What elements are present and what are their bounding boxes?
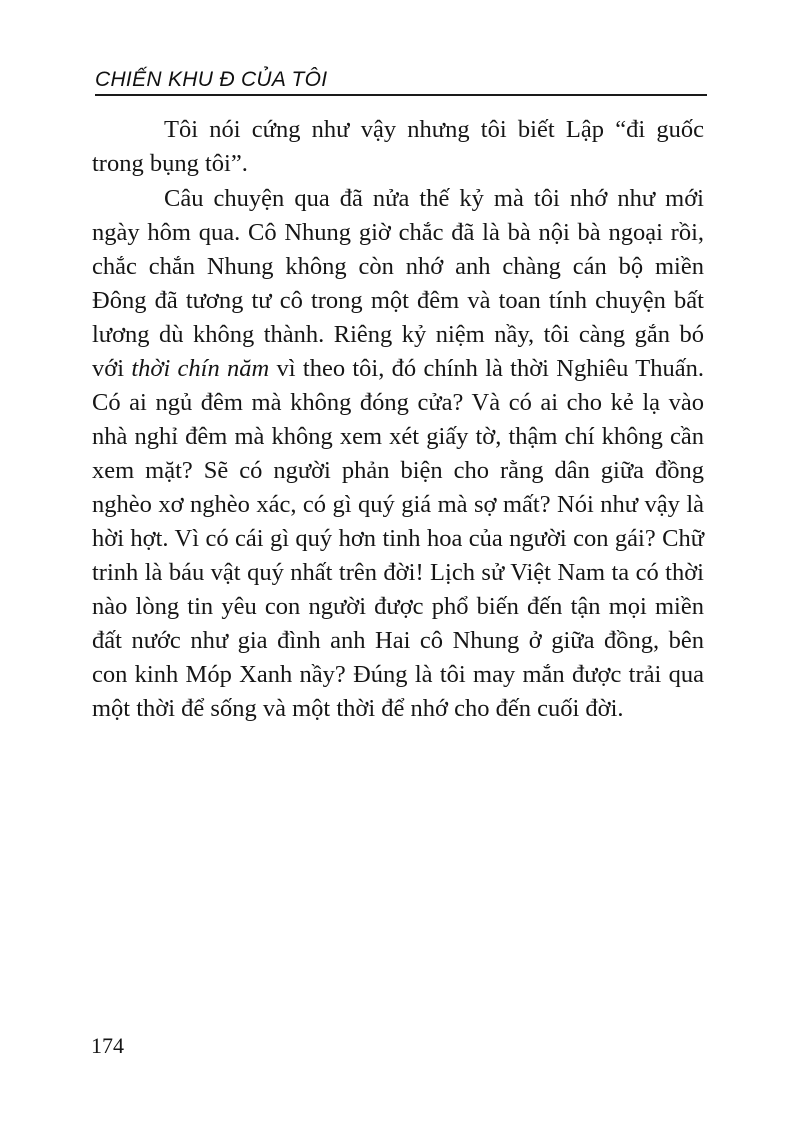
paragraph-2-emphasis: thời chín năm: [131, 355, 270, 382]
paragraph-2: [92, 182, 704, 726]
paragraph-1: Tôi nói cứng như vậy nhưng tôi biết Lập “đi guốc trong bụng tôi”.: [92, 116, 704, 177]
page-number: 174: [91, 1033, 124, 1058]
paragraph-2-text-after: vì theo tôi, đó chính là thời Nghiêu Thuấn. Có ai ngủ đêm mà không đóng cửa? Và có ai cho kẻ lạ vào nhà nghỉ đêm mà không xem xét giấy tờ, thậm chí không cần xem mặt? Sẽ có người phản biện cho rằng dân giữa đồng nghèo xơ nghèo xác, có gì quý giá mà sợ mất? Nói như vậy là hời hợt. Vì có cái gì quý hơn tinh hoa của người con gái? Chữ trinh là báu vật quý nhất trên đời! Lịch sử Việt Nam ta có thời nào lòng tin yêu con người được phổ biến đến tận mọi miền đất nước như gia đình anh Hai cô Nhung ở giữa đồng, bên con kinh Móp Xanh nầy? Đúng là tôi may mắn được trải qua một thời để sống và một thời để nhớ cho đến cuối đời.: [92, 355, 704, 722]
page-body: [92, 113, 704, 727]
running-header: [95, 64, 707, 96]
running-header-title: CHIẾN KHU Đ CỦA TÔI: [95, 68, 328, 91]
paragraph-2-text-before: Câu chuyện qua đã nửa thế kỷ mà tôi nhớ như mới ngày hôm qua. Cô Nhung giờ chắc đã là bà nội bà ngoại rồi, chắc chắn Nhung không còn nhớ anh chàng cán bộ miền Đông đã tương tư cô trong một đêm và toan tính chuyện bất lương dù không thành. Riêng kỷ niệm nầy, tôi càng gắn bó với: [92, 185, 704, 382]
